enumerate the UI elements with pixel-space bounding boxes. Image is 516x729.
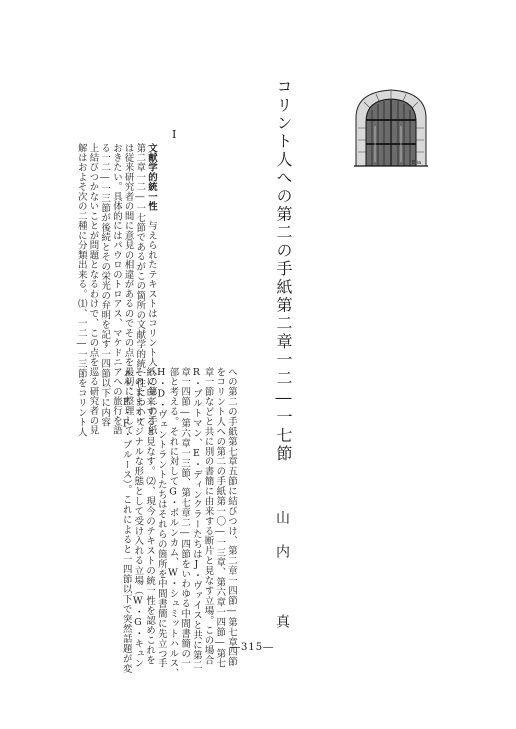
author-name: 山内 真 [274, 510, 290, 648]
text-line: 上結びつかないことが問題となるわけで、この点を巡る研究者の見 [87, 143, 99, 436]
text-line: 第二章一二―一七節であるがこの箇所の文献学的統一性について [134, 143, 146, 428]
illustration-signature: Elia [412, 160, 422, 166]
text-line: 章一四節―第六章一三節、第七章二―四節をいわゆる中間書簡の一 [179, 367, 191, 669]
text-line: 紙に由来すると見なす。⑵、現今のテキストの統一性を認めこれを [144, 367, 156, 666]
door-illustration [354, 88, 428, 168]
page-number: ―315― [230, 642, 275, 653]
text-line: への第二の手紙第七章五節に結びつけ、第二章一四節―第七章四節 [226, 367, 237, 667]
text-line: 解はおよそ次の二種に分類出来る。⑴、一二―一三節をコリント人 [75, 143, 87, 437]
text-line: る一二―一三節が後続とその栄光の弁明を記す一四節以下に内容 [99, 143, 111, 428]
text-line-content: 与えられたテキストはコリント人への第二の手紙 [146, 211, 157, 436]
text-line: をコリント人への第二の手紙第一〇―一三章、第六章一四節―第七 [214, 367, 226, 669]
section-heading: 文献学的統一性 [146, 143, 157, 212]
door-drawing-icon [354, 88, 428, 168]
text-line: 部と考える。それに対してG・ボルンカム、W・シュミットハルス、 [167, 367, 179, 679]
left-column-text [36, 143, 157, 437]
text-line: R・ブルトマン、E・ディンクラーたちはJ・ヴァイスと共に第二 [190, 367, 202, 671]
text-line: おきたい。具体的にはパウロのトロアス、マケドニアへの旅行を語 [110, 143, 122, 436]
text-line [146, 143, 157, 436]
text-line: H・D・ヴェントラントたちはそれらの箇所を中間書簡に先立つ手 [155, 367, 167, 669]
section-numeral: I [172, 128, 177, 141]
text-line: 章一節などと共に別の書簡に由来する断片と見なす立場。この場合 [202, 367, 214, 666]
text-line: メル、F・F・ブルース）。これによると一四節以下で突然話題が変 [120, 367, 132, 674]
page-title: コリント人への第二の手紙第二章一二―一七節 [274, 78, 293, 464]
text-line: そのままオリジナルな形態として受け入れる立場（W・G・キュン [132, 367, 144, 669]
text-line: は従来研究者の間に意見の相違があるのでその点を最初に整理して [122, 143, 134, 436]
